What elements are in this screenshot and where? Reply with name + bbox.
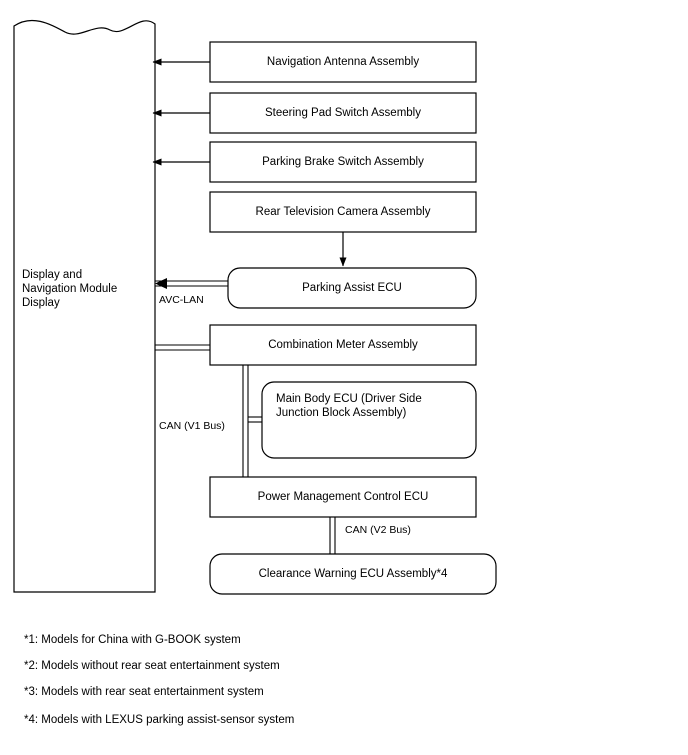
main-body-ecu-line-2: Junction Block Assembly) (276, 407, 407, 419)
box-combination-meter-assembly (210, 325, 476, 365)
box-rear-television-camera-assembly (210, 192, 476, 232)
box-parking-brake-switch-assembly (210, 142, 476, 182)
footnote-3: *3: Models with rear seat entertainment system (24, 686, 264, 698)
display-module-line-3: Display (22, 297, 60, 309)
footnote-1: *1: Models for China with G-BOOK system (24, 634, 241, 646)
label-combination-meter-assembly: Combination Meter Assembly (268, 339, 418, 351)
bus-label-can-v2: CAN (V2 Bus) (345, 524, 411, 536)
box-parking-assist-ecu (228, 268, 476, 308)
bus-label-can-v1: CAN (V1 Bus) (159, 420, 225, 432)
footnote-4: *4: Models with LEXUS parking assist-sensor system (24, 714, 295, 726)
display-module-line-1: Display and (22, 269, 83, 281)
bus-line-can-v2 (330, 517, 335, 554)
label-steering-pad-switch-assembly: Steering Pad Switch Assembly (265, 107, 421, 119)
bus-line-avc-lan (155, 278, 228, 289)
label-power-management-control-ecu: Power Management Control ECU (257, 491, 429, 503)
label-rear-television-camera-assembly: Rear Television Camera Assembly (255, 206, 431, 218)
display-navigation-module-shape (14, 20, 155, 592)
footnote-2: *2: Models without rear seat entertainment system (24, 660, 280, 672)
label-parking-brake-switch-assembly: Parking Brake Switch Assembly (262, 156, 424, 168)
label-parking-assist-ecu: Parking Assist ECU (302, 282, 402, 294)
bus-label-avc-lan: AVC-LAN (159, 294, 204, 306)
display-module-line-2: Navigation Module (22, 283, 118, 295)
box-power-management-control-ecu (210, 477, 476, 517)
box-main-body-ecu (262, 382, 476, 458)
box-navigation-antenna-assembly (210, 42, 476, 82)
box-steering-pad-switch-assembly (210, 93, 476, 133)
main-body-ecu-line-1: Main Body ECU (Driver Side (276, 393, 422, 405)
label-clearance-warning-ecu-assembly: Clearance Warning ECU Assembly*4 (258, 568, 448, 580)
label-navigation-antenna-assembly: Navigation Antenna Assembly (266, 56, 420, 68)
box-clearance-warning-ecu-assembly (210, 554, 496, 594)
